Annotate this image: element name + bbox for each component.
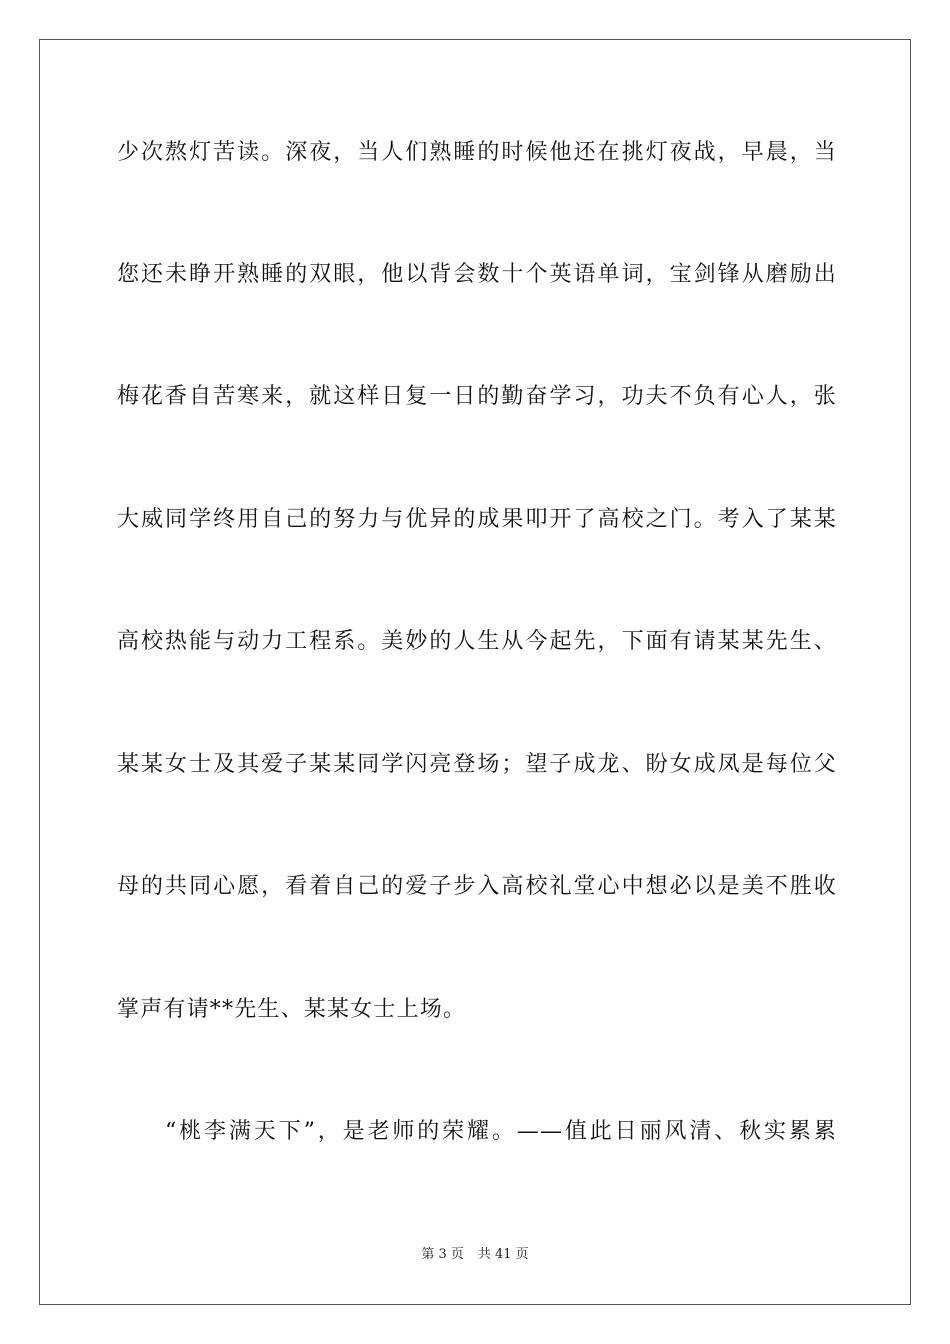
body-line-9: “桃李满天下”，是老师的荣耀。——值此日丽风清、秋实累累 xyxy=(165,1119,837,1144)
body-line-1: 少次熬灯苦读。深夜，当人们熟睡的时候他还在挑灯夜战，早晨，当 xyxy=(117,140,837,165)
body-line-8: 掌声有请**先生、某某女士上场。 xyxy=(117,997,467,1022)
page-border xyxy=(39,39,911,1305)
page-number: 第 3 页 xyxy=(421,1247,464,1262)
body-line-2: 您还未睁开熟睡的双眼，他以背会数十个英语单词，宝剑锋从磨励出 xyxy=(117,262,837,287)
body-line-6: 某某女士及其爱子某某同学闪亮登场；望子成龙、盼女成凤是每位父 xyxy=(117,752,837,777)
body-line-4: 大威同学终用自己的努力与优异的成果叩开了高校之门。考入了某某 xyxy=(117,507,837,532)
total-pages: 共 41 页 xyxy=(477,1247,529,1262)
body-line-3: 梅花香自苦寒来，就这样日复一日的勤奋学习，功夫不负有心人，张 xyxy=(117,384,837,409)
body-line-7: 母的共同心愿，看着自己的爱子步入高校礼堂心中想必以是美不胜收 xyxy=(117,874,837,899)
body-line-5: 高校热能与动力工程系。美妙的人生从今起先，下面有请某某先生、 xyxy=(117,629,837,654)
page-footer xyxy=(0,1246,950,1264)
